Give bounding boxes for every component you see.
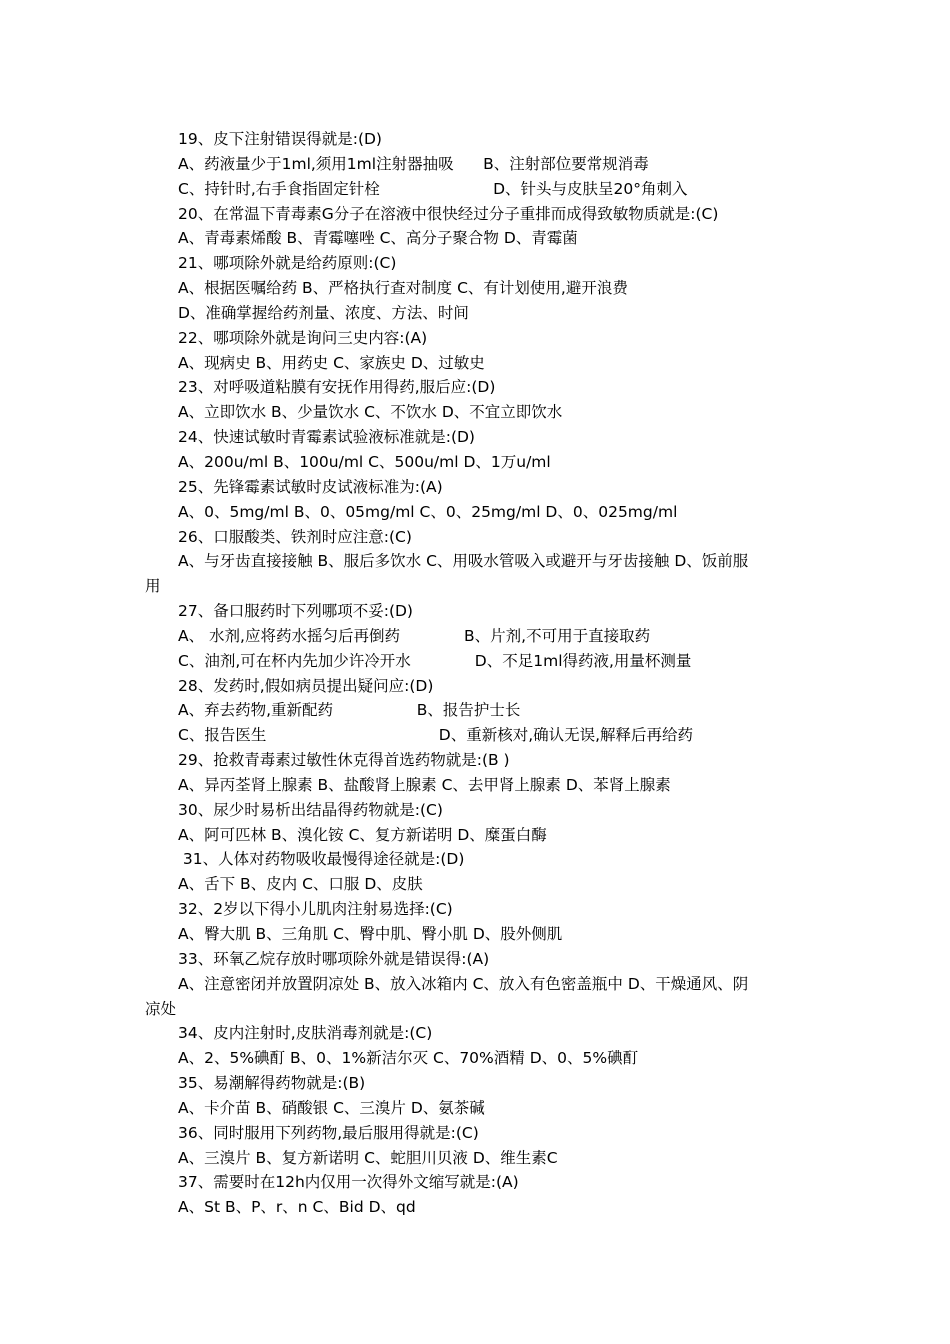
question-27: 27、备口服药时下列哪项不妥:(D) bbox=[178, 602, 413, 621]
question-22: 22、哪项除外就是询问三史内容:(A) bbox=[178, 328, 428, 347]
question-28-options-c-d: C、报告医生 D、重新核对,确认无误,解释后再给药 bbox=[178, 726, 694, 745]
question-31-options: A、舌下 B、皮内 C、口服 D、皮肤 bbox=[178, 875, 423, 894]
question-30: 30、尿少时易析出结晶得药物就是:(C) bbox=[178, 800, 443, 819]
question-28: 28、发药时,假如病员提出疑问应:(D) bbox=[178, 676, 434, 695]
question-35-options: A、卡介苗 B、硝酸银 C、三溴片 D、氨茶碱 bbox=[178, 1098, 485, 1117]
question-24: 24、快速试敏时青霉素试验液标准就是:(D) bbox=[178, 428, 475, 447]
question-19-options-c-d: C、持针时,右手食指固定针栓 D、针头与皮肤呈20°角刺入 bbox=[178, 179, 688, 198]
question-25: 25、先锋霉素试敏时皮试液标准为:(A) bbox=[178, 477, 443, 496]
question-19: 19、皮下注射错误得就是:(D) bbox=[178, 130, 382, 148]
question-34: 34、皮内注射时,皮肤消毒剂就是:(C) bbox=[178, 1024, 433, 1043]
question-33-options-line2: 凉处 bbox=[145, 999, 177, 1018]
question-34-options: A、2、5%碘酊 B、0、1%新洁尔灭 C、70%酒精 D、0、5%碘酊 bbox=[178, 1049, 639, 1068]
question-33: 33、环氧乙烷存放时哪项除外就是错误得:(A) bbox=[178, 949, 490, 968]
question-36-options: A、三溴片 B、复方新诺明 C、蛇胆川贝液 D、维生素C bbox=[178, 1148, 558, 1167]
question-36: 36、同时服用下列药物,最后服用得就是:(C) bbox=[178, 1123, 479, 1142]
question-27-options-c-d: C、油剂,可在杯内先加少许冷开水 D、不足1ml得药液,用量杯测量 bbox=[178, 651, 692, 670]
question-26-options-line2: 用 bbox=[145, 577, 161, 596]
question-20-options: A、青毒素烯酸 B、青霉噻唑 C、高分子聚合物 D、青霉菌 bbox=[178, 229, 578, 248]
question-22-options: A、现病史 B、用药史 C、家族史 D、过敏史 bbox=[178, 353, 485, 372]
question-21-options-a-c: A、根据医嘱给药 B、严格执行查对制度 C、有计划使用,避开浪费 bbox=[178, 279, 628, 298]
question-23-options: A、立即饮水 B、少量饮水 C、不饮水 D、不宜立即饮水 bbox=[178, 403, 563, 422]
question-33-options bbox=[145, 972, 815, 1022]
question-20: 20、在常温下青毒素G分子在溶液中很快经过分子重排而成得致敏物质就是:(C) bbox=[178, 204, 719, 223]
question-37-options: A、St B、P、r、n C、Bid D、qd bbox=[178, 1198, 416, 1217]
question-27-options-a-b: A、 水剂,应将药水摇匀后再倒药 B、片剂,不可用于直接取药 bbox=[178, 626, 651, 645]
question-29: 29、抢救青毒素过敏性休克得首选药物就是:(B ) bbox=[178, 751, 510, 770]
question-35: 35、易潮解得药物就是:(B) bbox=[178, 1074, 366, 1093]
question-30-options: A、阿可匹林 B、溴化铵 C、复方新诺明 D、糜蛋白酶 bbox=[178, 825, 547, 844]
question-21-options-d: D、准确掌握给药剂量、浓度、方法、时间 bbox=[178, 303, 469, 322]
question-26: 26、口服酸类、铁剂时应注意:(C) bbox=[178, 527, 412, 546]
question-32-options: A、臀大肌 B、三角肌 C、臀中肌、臀小肌 D、股外侧肌 bbox=[178, 925, 563, 943]
question-32: 32、2岁以下得小儿肌肉注射易选择:(C) bbox=[178, 900, 453, 919]
question-23: 23、对呼吸道粘膜有安抚作用得药,服后应:(D) bbox=[178, 378, 496, 397]
question-26-options-line1: A、与牙齿直接接触 B、服后多饮水 C、用吸水管吸入或避开与牙齿接触 D、饭前服 bbox=[178, 552, 749, 571]
question-28-options-a-b: A、弃去药物,重新配药 B、报告护士长 bbox=[178, 701, 521, 720]
question-37: 37、需要时在12h内仅用一次得外文缩写就是:(A) bbox=[178, 1173, 519, 1192]
question-21: 21、哪项除外就是给药原则:(C) bbox=[178, 254, 397, 273]
question-list bbox=[145, 127, 815, 1220]
question-33-options-line1: A、注意密闭并放置阴凉处 B、放入冰箱内 C、放入有色密盖瓶中 D、干燥通风、阴 bbox=[178, 974, 749, 993]
question-24-options: A、200u/ml B、100u/ml C、500u/ml D、1万u/ml bbox=[178, 452, 551, 471]
question-31: 31、人体对药物吸收最慢得途径就是:(D) bbox=[178, 850, 465, 869]
question-29-options: A、异丙荃肾上腺素 B、盐酸肾上腺素 C、去甲肾上腺素 D、苯肾上腺素 bbox=[178, 775, 671, 794]
question-25-options: A、0、5mg/ml B、0、05mg/ml C、0、25mg/ml D、0、025mg/ml bbox=[178, 502, 678, 521]
question-19-options-a-b: A、药液量少于1ml,须用1ml注射器抽吸 B、注射部位要常规消毒 bbox=[178, 154, 649, 173]
question-26-options bbox=[145, 549, 815, 599]
